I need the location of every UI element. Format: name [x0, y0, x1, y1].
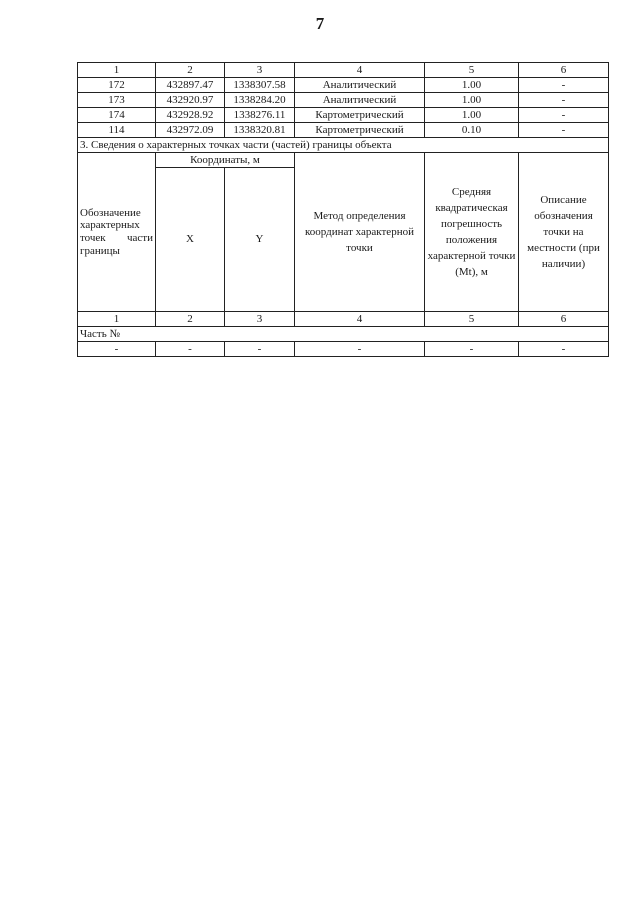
coordinates-table	[77, 62, 609, 357]
column-number: 4	[295, 312, 425, 327]
column-number: 1	[78, 312, 156, 327]
column-number-row	[78, 63, 609, 78]
designation-header-line: границы	[80, 244, 120, 257]
column-number: 6	[519, 63, 609, 78]
header-row	[78, 153, 609, 168]
method-cell: Картометрический	[295, 108, 425, 123]
x-header: X	[156, 168, 225, 312]
error-cell: 1.00	[425, 78, 519, 93]
column-number: 3	[225, 312, 295, 327]
table-row	[78, 123, 609, 138]
point-id-cell: 173	[78, 93, 156, 108]
designation-header-line-split	[80, 232, 153, 245]
part-label: Часть №	[78, 327, 609, 342]
description-cell: -	[519, 93, 609, 108]
empty-cell: -	[78, 342, 156, 357]
y-cell: 1338284.20	[225, 93, 295, 108]
column-number: 5	[425, 63, 519, 78]
column-number-row	[78, 312, 609, 327]
y-cell: 1338307.58	[225, 78, 295, 93]
column-number: 5	[425, 312, 519, 327]
x-cell: 432928.92	[156, 108, 225, 123]
column-number: 2	[156, 312, 225, 327]
y-cell: 1338320.81	[225, 123, 295, 138]
point-id-cell: 174	[78, 108, 156, 123]
method-cell: Аналитический	[295, 78, 425, 93]
method-cell: Аналитический	[295, 93, 425, 108]
empty-cell: -	[295, 342, 425, 357]
point-id-cell: 172	[78, 78, 156, 93]
table-row	[78, 108, 609, 123]
error-cell: 1.00	[425, 93, 519, 108]
empty-cell: -	[156, 342, 225, 357]
method-cell: Картометрический	[295, 123, 425, 138]
column-number: 6	[519, 312, 609, 327]
x-cell: 432920.97	[156, 93, 225, 108]
x-cell: 432897.47	[156, 78, 225, 93]
empty-cell: -	[225, 342, 295, 357]
part-label-row	[78, 327, 609, 342]
column-number: 4	[295, 63, 425, 78]
description-cell: -	[519, 108, 609, 123]
method-header: Метод определения координат характерной точки	[295, 153, 425, 312]
y-header: Y	[225, 168, 295, 312]
column-number: 2	[156, 63, 225, 78]
description-cell: -	[519, 78, 609, 93]
empty-cell: -	[425, 342, 519, 357]
page-number: 7	[315, 14, 325, 33]
coordinates-header: Координаты, м	[156, 153, 295, 168]
description-cell: -	[519, 123, 609, 138]
column-number: 3	[225, 63, 295, 78]
error-cell: 1.00	[425, 108, 519, 123]
table-row	[78, 93, 609, 108]
y-cell: 1338276.11	[225, 108, 295, 123]
designation-header-line: характерных	[80, 219, 140, 232]
designation-word-b: части	[127, 232, 153, 244]
table-row	[78, 342, 609, 357]
column-number: 1	[78, 63, 156, 78]
empty-cell: -	[519, 342, 609, 357]
section-title: 3. Сведения о характерных точках части (частей) границы объекта	[78, 138, 609, 153]
table-row	[78, 78, 609, 93]
error-header: Средняя квадратическая погрешность положения характерной точки (Mt), м	[425, 153, 519, 312]
description-header: Описание обозначения точки на местности (при наличии)	[519, 153, 609, 312]
x-cell: 432972.09	[156, 123, 225, 138]
point-id-cell: 114	[78, 123, 156, 138]
designation-word-a: точек	[80, 232, 106, 244]
designation-header-line: Обозначение	[80, 206, 141, 219]
designation-header	[78, 153, 156, 312]
error-cell: 0.10	[425, 123, 519, 138]
section-title-row	[78, 138, 609, 153]
